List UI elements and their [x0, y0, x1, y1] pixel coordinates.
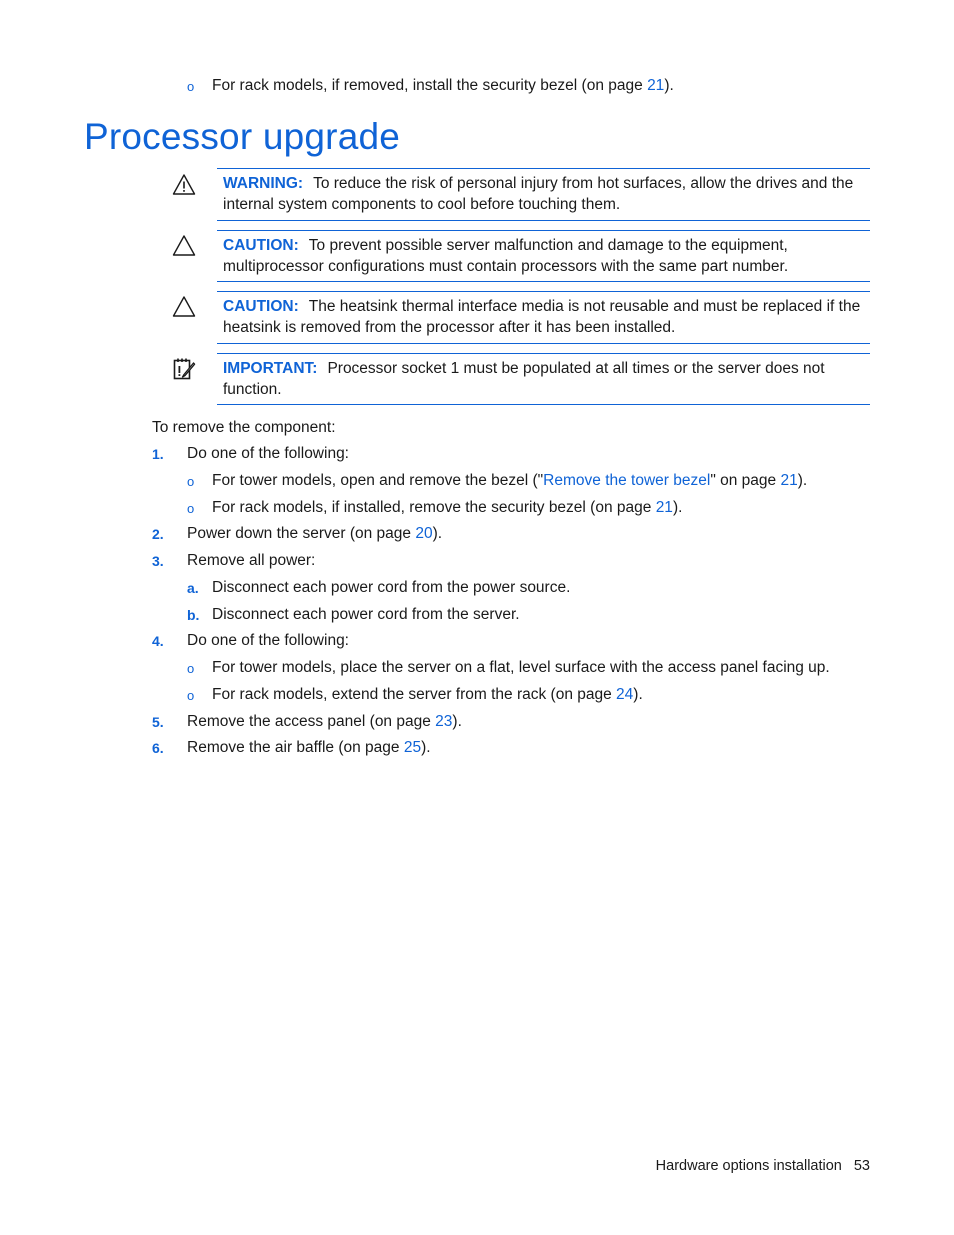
notice-text: To prevent possible server malfunction and damage to the equipment, multiprocessor configurations must contain processors with the same part number.: [223, 237, 789, 275]
list-item-text: ).: [672, 499, 683, 516]
step-text-part: Remove the access panel (on page: [187, 713, 436, 730]
step-number: 6.: [152, 740, 164, 756]
notice-text: To reduce the risk of personal injury from hot surfaces, allow the drives and the internal system components to cool before touching them.: [223, 175, 854, 213]
list-item-text: For rack models, if installed, remove the security bezel (on page: [212, 499, 656, 516]
notice-label: CAUTION:: [223, 237, 299, 254]
notice-body: [223, 235, 868, 277]
list-bullet: o: [187, 688, 195, 703]
step-number: 2.: [152, 526, 164, 542]
list-item-text: ).: [797, 472, 808, 489]
step-number: 4.: [152, 633, 164, 649]
step-text: Do one of the following:: [187, 632, 349, 649]
remove-tower-bezel-link[interactable]: Remove the tower bezel: [543, 472, 711, 489]
caution-notice: [217, 291, 870, 344]
list-bullet: o: [187, 661, 195, 676]
notice-label: WARNING:: [223, 175, 304, 192]
substep-letter: b.: [187, 607, 200, 623]
list-item-text: ).: [633, 686, 643, 703]
caution-triangle-icon: [172, 295, 196, 319]
step-number: 5.: [152, 714, 164, 730]
procedure-intro: To remove the component:: [152, 419, 336, 436]
notice-text: Processor socket 1 must be populated at all times or the server does not function.: [223, 360, 825, 398]
list-item-security-bezel: [212, 498, 682, 518]
step-number: 3.: [152, 553, 164, 569]
footer-page-number: 53: [853, 1158, 870, 1174]
caution-notice: [217, 230, 870, 282]
list-bullet: o: [187, 501, 195, 516]
list-item-text: For tower models, open and remove the bezel (": [212, 472, 544, 489]
step-text-part: Power down the server (on page: [187, 525, 416, 542]
step-text-part: ).: [421, 739, 431, 756]
page-footer: [656, 1158, 870, 1174]
list-item-tower-flat: For tower models, place the server on a flat, level surface with the access panel facing up.: [212, 659, 830, 676]
page-link[interactable]: 23: [435, 713, 453, 730]
step-text: [187, 524, 442, 544]
footer-section-title: Hardware options installation: [655, 1158, 842, 1174]
substep-letter: a.: [187, 580, 199, 596]
list-item-text: For rack models, extend the server from the rack (on page: [212, 686, 617, 703]
caution-triangle-icon: [172, 234, 196, 258]
page-link[interactable]: 20: [415, 525, 433, 542]
step-text-part: Remove the air baffle (on page: [187, 739, 404, 756]
step-text: Remove all power:: [187, 552, 316, 569]
notice-body: [223, 296, 868, 338]
step-text: Do one of the following:: [187, 445, 349, 462]
notice-body: [223, 173, 868, 215]
warning-notice: [217, 168, 870, 221]
list-item-text: ).: [664, 77, 674, 94]
notice-label: CAUTION:: [223, 298, 299, 315]
step-text-part: ).: [432, 525, 443, 542]
list-item-tower-bezel: [212, 471, 807, 491]
page-link[interactable]: 21: [780, 472, 798, 489]
notice-label: IMPORTANT:: [223, 360, 318, 377]
important-notice: [217, 353, 870, 405]
list-bullet: o: [187, 474, 195, 489]
step-text: [187, 712, 462, 732]
page-link[interactable]: 24: [616, 686, 634, 703]
list-item-rack-extend: [212, 685, 643, 705]
list-item-text: " on page: [710, 472, 781, 489]
notice-body: [223, 358, 868, 400]
page-link[interactable]: 21: [647, 77, 665, 94]
list-bullet: o: [187, 79, 195, 94]
substep-text: Disconnect each power cord from the server.: [212, 606, 520, 623]
page-title: Processor upgrade: [84, 116, 401, 157]
step-text: [187, 738, 431, 758]
step-text-part: ).: [452, 713, 462, 730]
list-item-text: For rack models, if removed, install the security bezel (on page: [212, 77, 648, 94]
step-number: 1.: [152, 446, 164, 462]
list-item-install-bezel: [212, 76, 674, 96]
page-link[interactable]: 21: [655, 499, 673, 516]
notice-text: The heatsink thermal interface media is not reusable and must be replaced if the heatsink is removed from the processor after it has been installed.: [223, 298, 861, 336]
substep-text: Disconnect each power cord from the power source.: [212, 579, 571, 596]
important-note-icon: [172, 357, 196, 381]
warning-triangle-icon: [172, 173, 196, 197]
page-link[interactable]: 25: [403, 739, 422, 756]
